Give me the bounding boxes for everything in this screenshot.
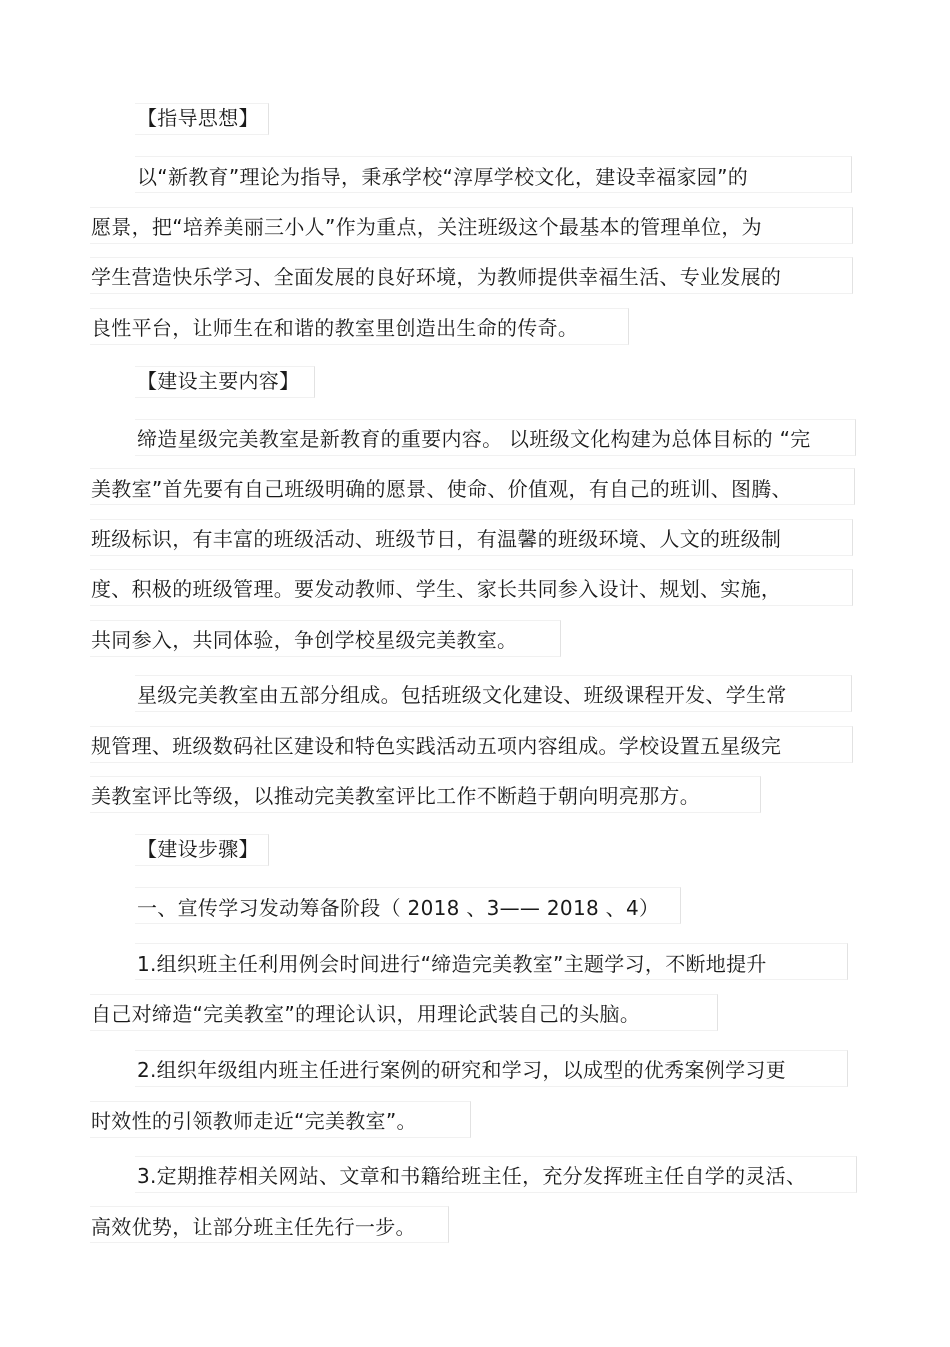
list-item-line: 3.定期推荐相关网站、文章和书籍给班主任，充分发挥班主任自学的灵活、 — [137, 1164, 807, 1188]
paragraph-line: 规管理、班级数码社区建设和特色实践活动五项内容组成。学校设置五星级完 — [91, 734, 782, 758]
paragraph-line: 班级标识，有丰富的班级活动、班级节日，有温馨的班级环境、人文的班级制 — [91, 527, 782, 551]
paragraph-line: 缔造星级完美教室是新教育的重要内容。 以班级文化构建为总体目标的 “完 — [137, 427, 811, 451]
paragraph-line: 度、积极的班级管理。要发动教师、学生、家长共同参入设计、规划、实施， — [91, 577, 782, 601]
paragraph-line: 美教室”首先要有自己班级明确的愿景、使命、价值观，有自己的班训、图腾、 — [91, 477, 792, 501]
list-item-line: 自己对缔造“完美教室”的理论认识，用理论武装自己的头脑。 — [91, 1002, 641, 1026]
paragraph-line: 学生营造快乐学习、全面发展的良好环境，为教师提供幸福生活、专业发展的 — [91, 265, 782, 289]
list-item-line: 高效优势，让部分班主任先行一步。 — [91, 1215, 416, 1239]
section-heading-main-content: 【建设主要内容】 — [137, 369, 300, 393]
section-heading-guiding-thought: 【指导思想】 — [137, 106, 259, 130]
paragraph-line: 星级完美教室由五部分组成。包括班级文化建设、班级课程开发、学生常 — [137, 683, 787, 707]
paragraph-line: 共同参入，共同体验，争创学校星级完美教室。 — [91, 628, 518, 652]
list-item-line: 2.组织年级组内班主任进行案例的研究和学习，以成型的优秀案例学习更 — [137, 1058, 786, 1082]
paragraph-line: 良性平台，让师生在和谐的教室里创造出生命的传奇。 — [91, 316, 579, 340]
section-heading-construction-steps: 【建设步骤】 — [137, 837, 259, 861]
list-item-line: 时效性的引领教师走近“完美教室”。 — [91, 1109, 417, 1133]
paragraph-line: 美教室评比等级，以推动完美教室评比工作不断趋于朝向明亮那方。 — [91, 784, 700, 808]
paragraph-line: 愿景，把“培养美丽三小人”作为重点，关注班级这个最基本的管理单位，为 — [91, 215, 762, 239]
paragraph-line: 以“新教育”理论为指导，秉承学校“淳厚学校文化，建设幸福家园”的 — [137, 165, 749, 189]
stage-heading: 一、宣传学习发动筹备阶段（ 2018 、3—— 2018 、4） — [137, 896, 660, 920]
list-item-line: 1.组织班主任利用例会时间进行“缔造完美教室”主题学习，不断地提升 — [137, 952, 767, 976]
